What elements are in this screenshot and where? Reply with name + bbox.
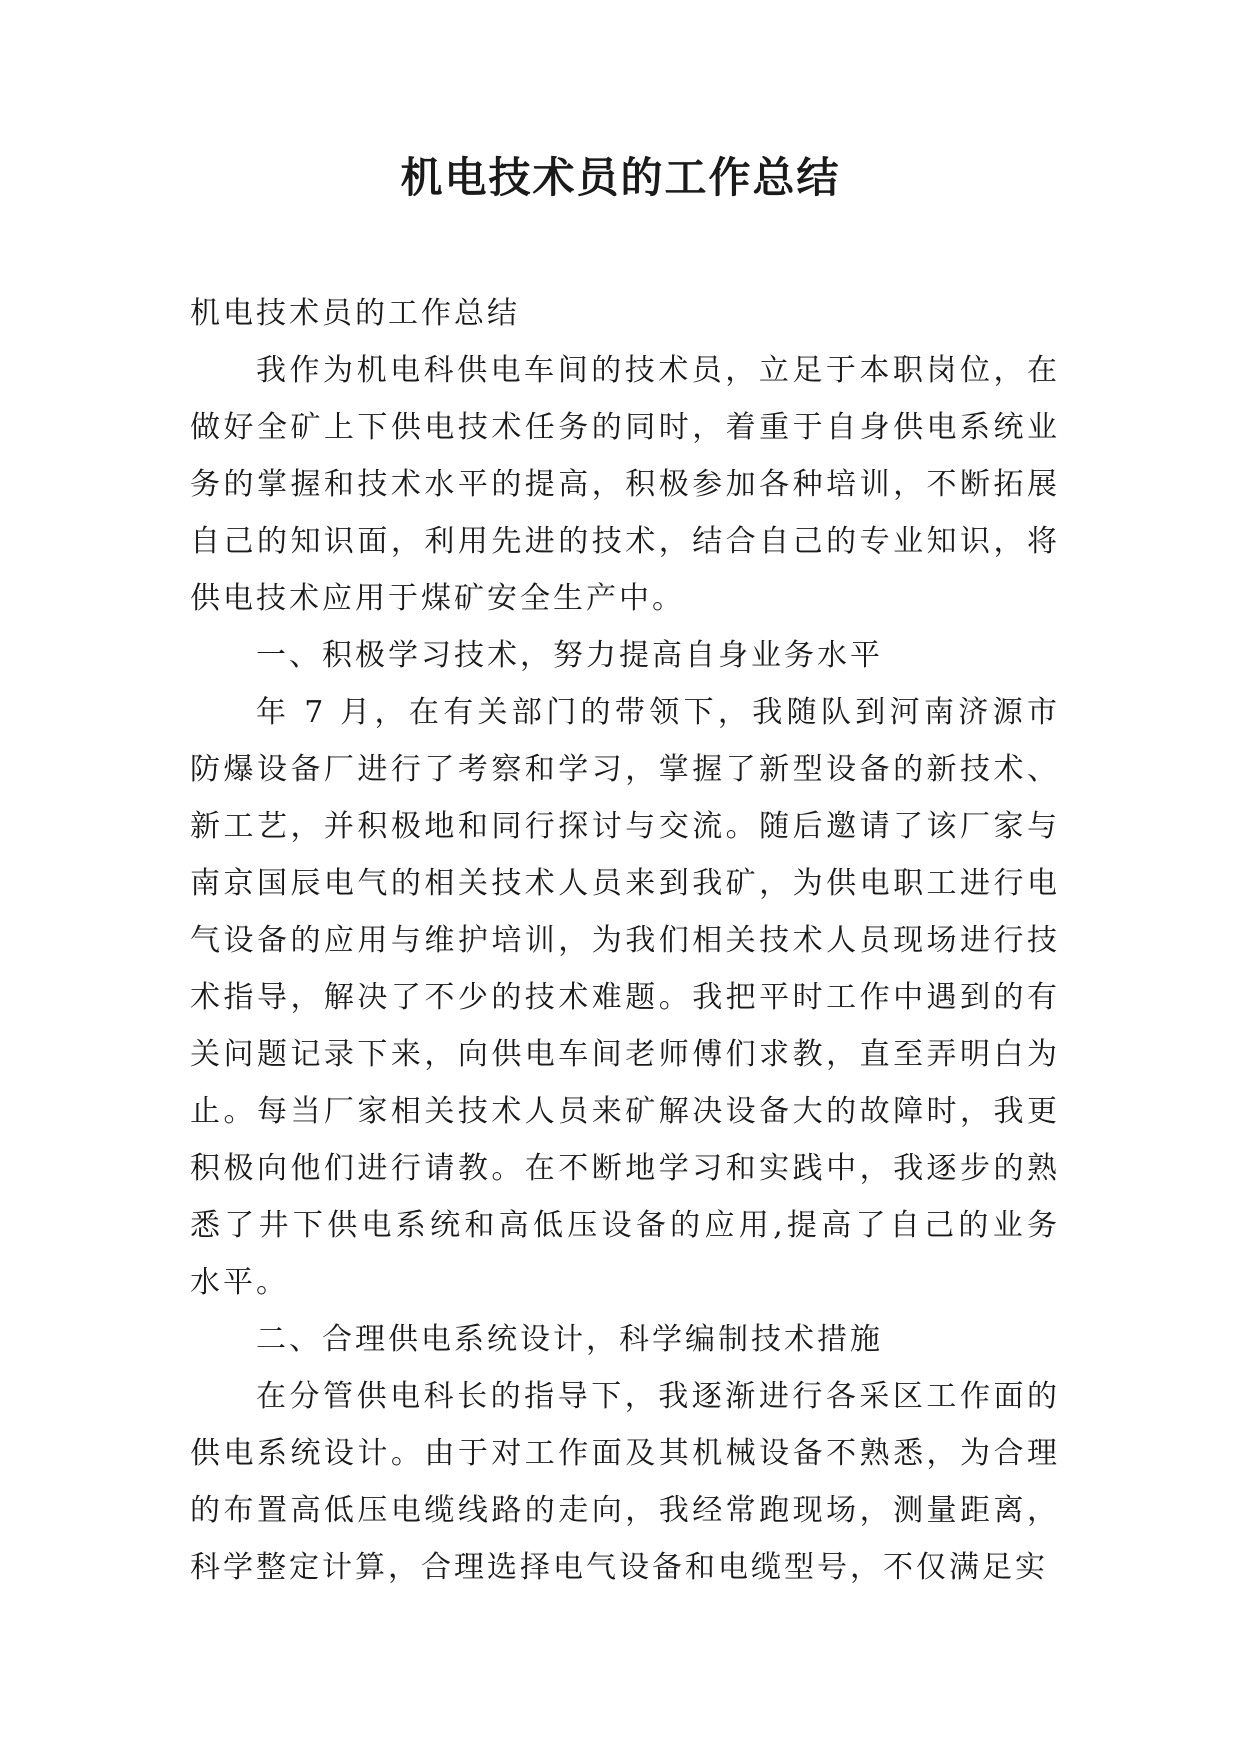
document-subtitle: 机电技术员的工作总结 xyxy=(190,296,520,331)
paragraph-section-1: 年 7 月，在有关部门的带领下，我随队到河南济源市防爆设备厂进行了考察和学习，掌握了新型设备的新技术、新工艺，并积极地和同行探讨与交流。随后邀请了该厂家与南京国辰电气的相关技术人员来到我矿，为供电职工进行电气设备的应用与维护培训，为我们相关技术人员现场进行技术指导，解决了不少的技术难题。我把平时工作中遇到的有关问题记录下来，向供电车间老师傅们求教，直至弄明白为止。每当厂家相关技术人员来矿解决设备大的故障时，我更积极向他们进行请教。在不断地学习和实践中，我逐步的熟悉了井下供电系统和高低压设备的应用,提高了自己的业务水平。 xyxy=(190,695,1060,1300)
section-heading-1: 一、积极学习技术，努力提高自身业务水平 xyxy=(256,638,883,673)
section-heading-2: 二、合理供电系统设计，科学编制技术措施 xyxy=(256,1322,883,1357)
document-body xyxy=(190,285,1060,1596)
document-title: 机电技术员的工作总结 xyxy=(400,153,841,202)
paragraph-intro: 我作为机电科供电车间的技术员，立足于本职岗位，在做好全矿上下供电技术任务的同时，着重于自身供电系统业务的掌握和技术水平的提高，积极参加各种培训，不断拓展自己的知识面，利用先进的技术，结合自己的专业知识，将供电技术应用于煤矿安全生产中。 xyxy=(190,353,1060,616)
paragraph-section-2: 在分管供电科长的指导下，我逐渐进行各采区工作面的供电系统设计。由于对工作面及其机械设备不熟悉，为合理的布置高低压电缆线路的走向，我经常跑现场，测量距离，科学整定计算，合理选择电气设备和电缆型号，不仅满足实 xyxy=(190,1379,1060,1585)
